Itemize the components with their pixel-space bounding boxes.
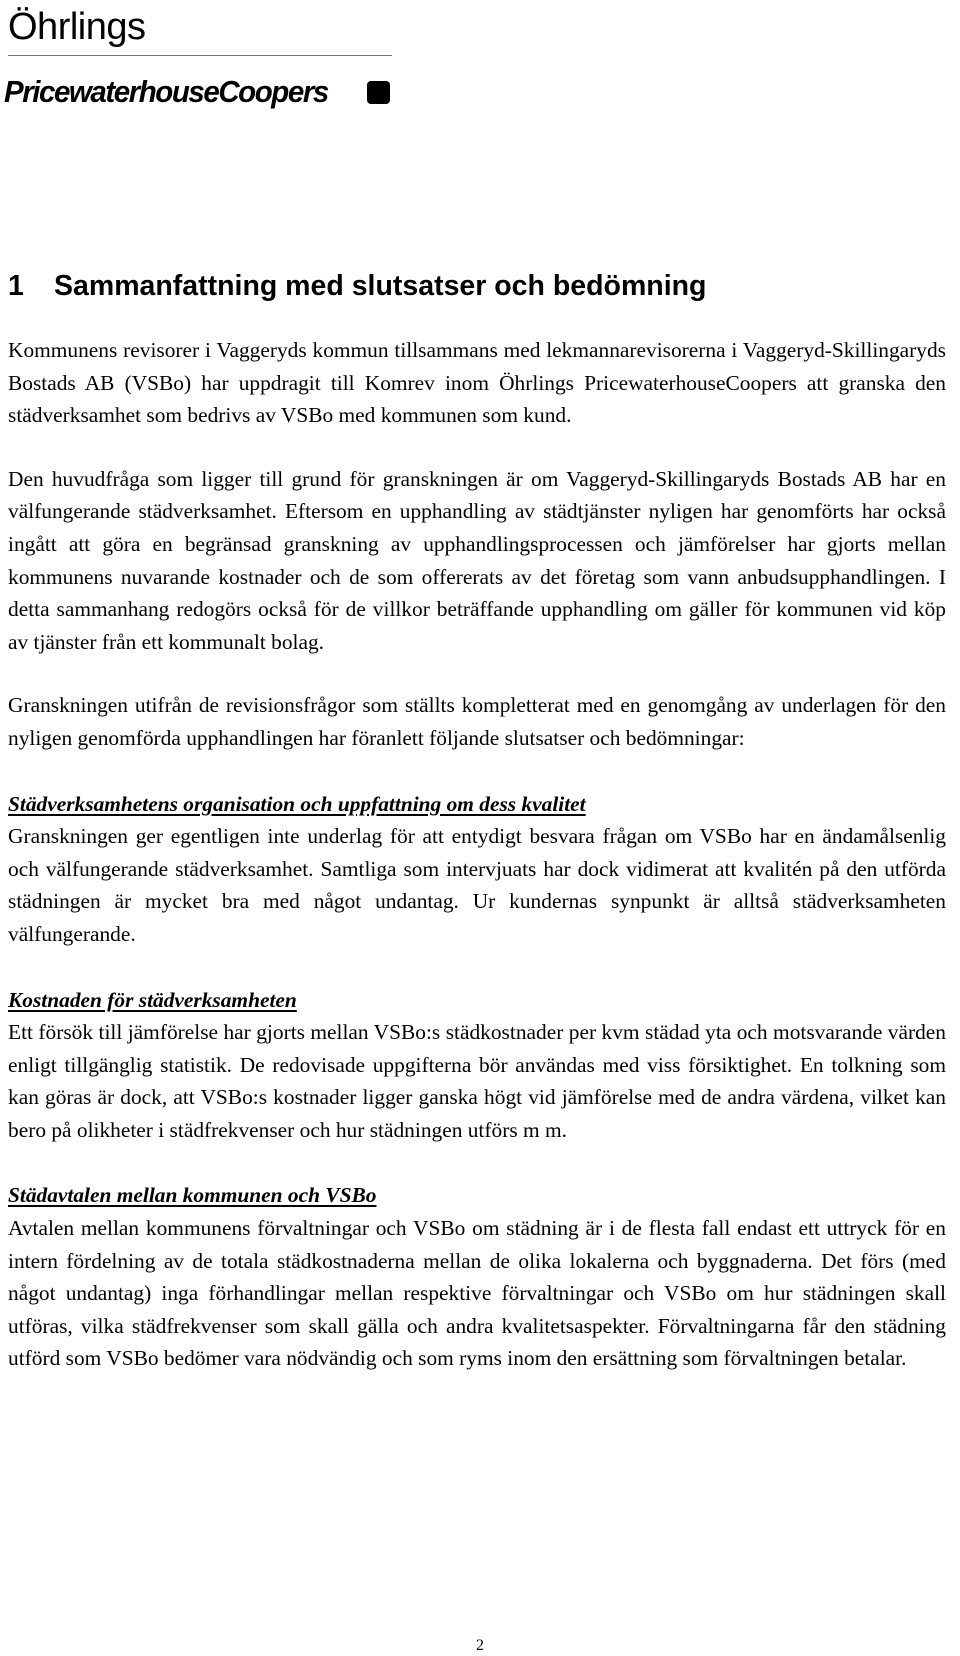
subsection-heading: Städverksamhetens organisation och uppfattning om dess kvalitet bbox=[8, 791, 586, 816]
subsection-heading: Städavtalen mellan kommunen och VSBo bbox=[8, 1183, 377, 1208]
paragraph-main-question: Den huvudfråga som ligger till grund för granskningen är om Vaggeryd-Skillingaryds Bostads AB har en välfungerande städverksamhet. Eftersom en upphandling av städtjänster nyligen har genomförts har också ingått att göra en begränsad granskning av upphandlingsprocessen och jämförelser har gjorts mellan kommunens nuvarande kostnader och de som offererats av det företag som vann anbudsupphandlingen. I detta sammanhang redogörs också för de villkor beträffande upphandling om gäller för kommunen vid köp av tjänster från ett kommunalt bolag. bbox=[8, 466, 946, 654]
subsection-costs bbox=[8, 984, 946, 1147]
section-title: Sammanfattning med slutsatser och bedömning bbox=[54, 270, 707, 302]
section-number: 1 bbox=[8, 270, 24, 302]
document-body bbox=[8, 334, 946, 1375]
paragraph-intro: Kommunens revisorer i Vaggeryds kommun tillsammans med lekmannarevisorerna i Vaggeryd-Skillingaryds Bostads AB (VSBo) har uppdragit till Komrev inom Öhrlings PricewaterhouseCoopers att granska den städverksamhet som bedrivs av VSBo med kommunen som kund. bbox=[8, 338, 946, 428]
paragraph-conclusions-lead: Granskningen utifrån de revisionsfrågor som ställts kompletterat med en genomgång av underlagen för den nyligen genomförda upphandlingen har föranlett följande slutsatser och bedömningar: bbox=[8, 693, 946, 750]
logo-divider bbox=[8, 55, 392, 56]
subsection-organisation bbox=[8, 788, 946, 951]
subsection-agreements bbox=[8, 1179, 946, 1375]
subsection-body: Avtalen mellan kommunens förvaltningar och VSBo om städning är i de flesta fall endast ett uttryck för en intern fördelning av de totala städkostnaderna mellan de olika lokalerna och byggnaderna. Det förs (med något undantag) inga förhandlingar mellan respektive förvaltningar och VSBo om hur städningen skall utföras, vilka städfrekvenser som skall gälla och andra kvalitetsaspekter. Förvaltningarna får den städning utförd som VSBo bedömer vara nödvändig och som ryms inom den ersättning som förvaltningen betalar. bbox=[8, 1216, 946, 1371]
subsection-heading: Kostnaden för städverksamheten bbox=[8, 987, 297, 1012]
subsection-body: Granskningen ger egentligen inte underlag för att entydigt besvara frågan om VSBo har en ändamålsenlig och välfungerande städverksamhet. Samtliga som intervjuats har dock vidimerat att kvalitén på den utförda städningen är mycket bra med något undantag. Ur kundernas synpunkt är alltså städverksamheten välfungerande. bbox=[8, 824, 946, 946]
page-number: 2 bbox=[476, 1637, 484, 1654]
section-heading bbox=[8, 264, 706, 308]
logo-ohrlings: Öhrlings bbox=[8, 6, 146, 48]
logo-pwc-wordmark: PricewaterhouseCoopers bbox=[4, 74, 328, 109]
subsection-body: Ett försök till jämförelse har gjorts mellan VSBo:s städkostnader per kvm städad yta och motsvarande värden enligt tillgänglig statistik. De redovisade uppgifterna bör användas med viss försiktighet. En tolkning som kan göras är dock, att VSBo:s kostnader ligger ganska högt vid jämförelse med de andra värdena, vilket kan bero på olikheter i städfrekvenser och hur städningen utförs m m. bbox=[8, 1020, 946, 1142]
logo-pricewaterhousecoopers bbox=[4, 64, 345, 120]
seal-icon bbox=[367, 81, 390, 104]
